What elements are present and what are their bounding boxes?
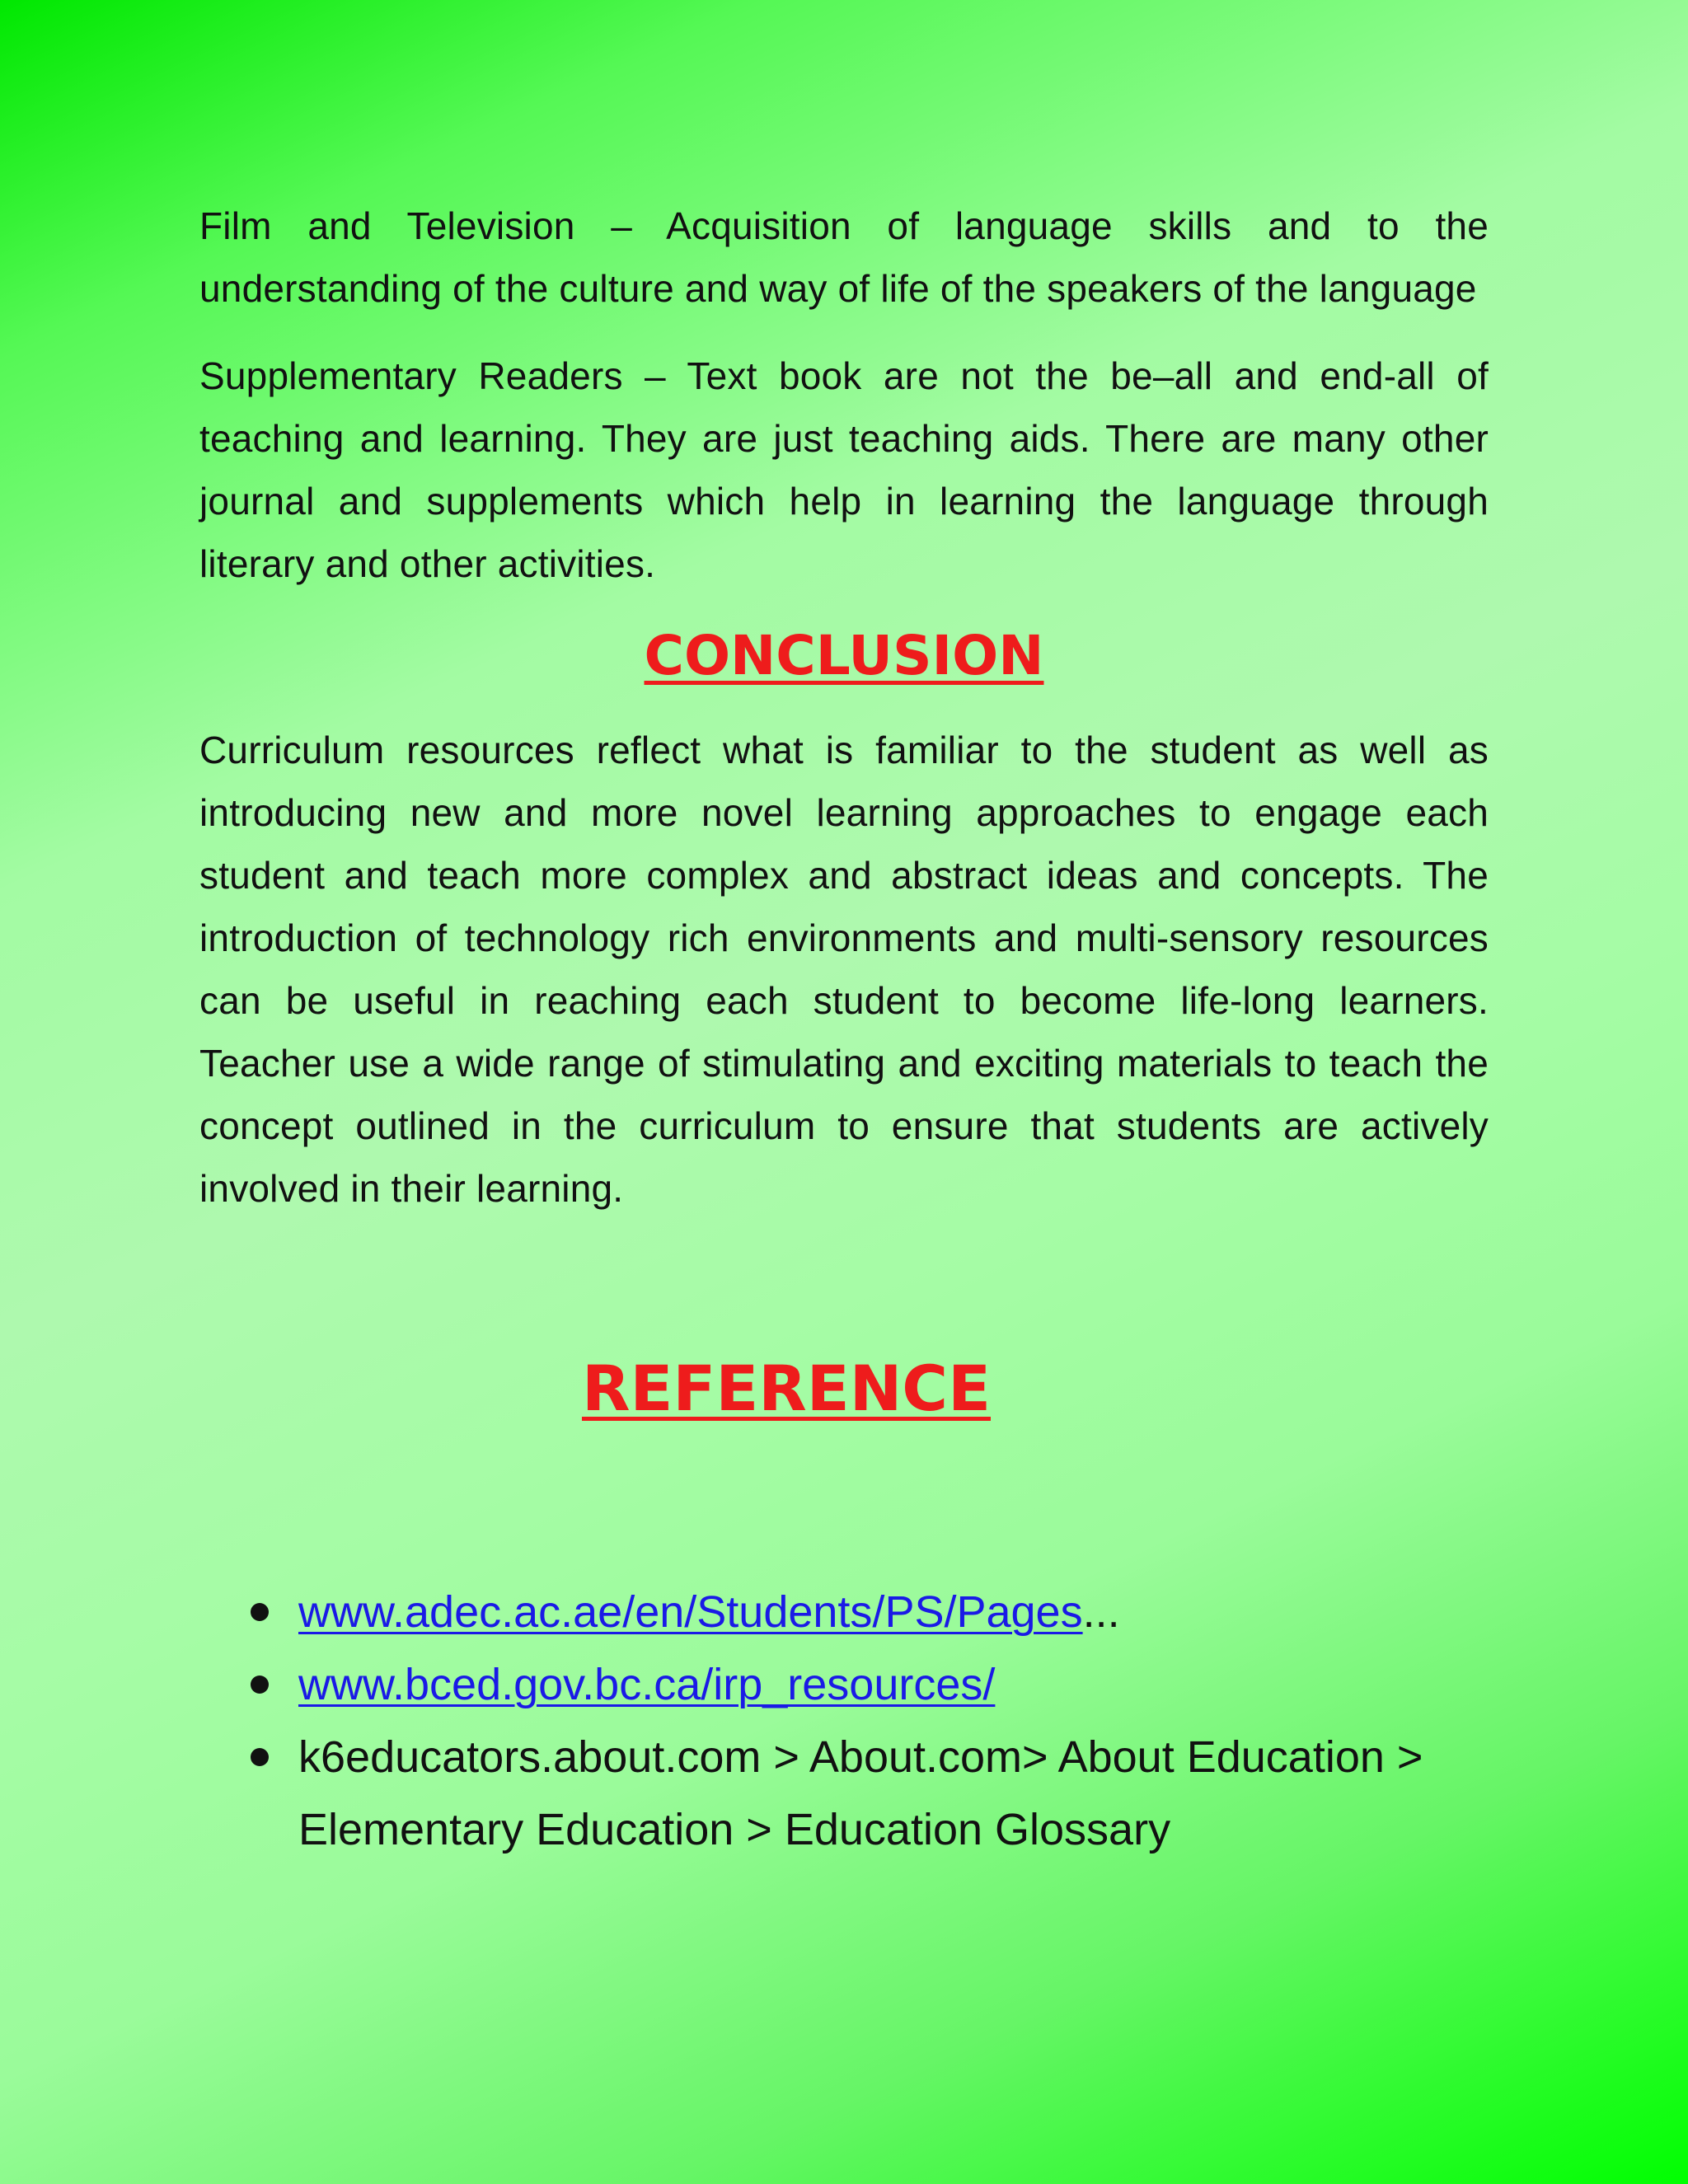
- bullet-icon: [251, 1603, 269, 1621]
- reference-link-adec[interactable]: www.adec.ac.ae/en/Students/PS/Pages: [298, 1587, 1083, 1637]
- reference-text-k6educators: k6educators.about.com > About.com> About Education > Elementary Education > Education Glossary: [298, 1732, 1423, 1854]
- bullet-icon: [251, 1675, 269, 1694]
- reference-list: [199, 1576, 1489, 1866]
- reference-item: [298, 1648, 1489, 1721]
- conclusion-paragraph: Curriculum resources reflect what is familiar to the student as well as introducing new and more novel learning approaches to engage each student and teach more complex and abstract ideas and concepts. The introduction of technology rich environments and multi-sensory resources can be useful in reaching each student to become life-long learners. Teacher use a wide range of stimulating and exciting materials to teach the concept outlined in the curriculum to ensure that students are actively involved in their learning.: [199, 729, 1489, 1210]
- reference-link-bced[interactable]: www.bced.gov.bc.ca/irp_resources/: [298, 1660, 996, 1709]
- conclusion-heading: CONCLUSION: [644, 624, 1044, 687]
- film-television-paragraph: Film and Television – Acquisition of language skills and to the understanding of the culture and way of life of the speakers of the language: [199, 204, 1489, 310]
- bullet-icon: [251, 1748, 269, 1766]
- reference-item: [298, 1721, 1489, 1866]
- reference-heading: REFERENCE: [581, 1352, 991, 1425]
- supplementary-readers-paragraph: Supplementary Readers – Text book are not the be–all and end-all of teaching and learning. They are just teaching aids. There are many other journal and supplements which help in learning the language through literary and other activities.: [199, 354, 1489, 585]
- document-page: [199, 194, 1489, 1866]
- reference-item: [298, 1576, 1489, 1648]
- reference-ellipsis: ...: [1082, 1587, 1120, 1637]
